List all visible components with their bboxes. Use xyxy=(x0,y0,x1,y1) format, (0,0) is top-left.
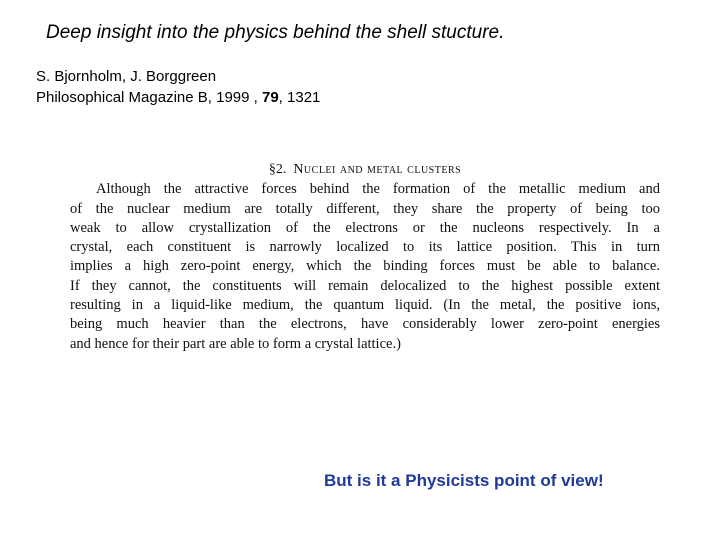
excerpt-line: implies a high zero-point energy, which the binding forces must be able to balance. xyxy=(70,258,660,275)
reference-block xyxy=(36,66,320,108)
excerpt-paragraph xyxy=(70,180,660,354)
excerpt-line: being much heavier than the electrons, have considerably lower zero-point energies xyxy=(70,316,660,333)
excerpt-line: of the nuclear medium are totally different, they share the property of being too xyxy=(70,200,660,217)
reference-journal xyxy=(36,87,320,108)
excerpt-line: crystal, each constituent is narrowly localized to its lattice position. This in turn xyxy=(70,239,660,256)
journal-name: Philosophical Magazine B, 1999 , xyxy=(36,89,262,106)
excerpt-line: weak to allow crystallization of the electrons or the nucleons respectively. In a xyxy=(70,219,660,236)
section-number: §2. xyxy=(268,162,287,177)
excerpt-heading xyxy=(70,160,660,179)
excerpt-line: If they cannot, the constituents will remain delocalized to the highest possible extent xyxy=(70,277,660,294)
paper-excerpt xyxy=(70,160,660,354)
excerpt-line: resulting in a liquid-like medium, the quantum liquid. (In the metal, the positive ions, xyxy=(70,297,660,314)
remark-text: But is it a Physicists point of view! xyxy=(324,471,604,490)
slide-title: Deep insight into the physics behind the shell stucture. xyxy=(46,22,505,43)
reference-authors: S. Bjornholm, J. Borggreen xyxy=(36,68,217,85)
section-title: Nuclei and metal clusters xyxy=(293,162,462,177)
excerpt-line: Although the attractive forces behind the formation of the metallic medium and xyxy=(96,181,660,198)
journal-volume: 79 xyxy=(261,89,279,106)
excerpt-line: and hence for their part are able to form a crystal lattice.) xyxy=(70,335,401,352)
journal-pages: , 1321 xyxy=(278,89,321,106)
